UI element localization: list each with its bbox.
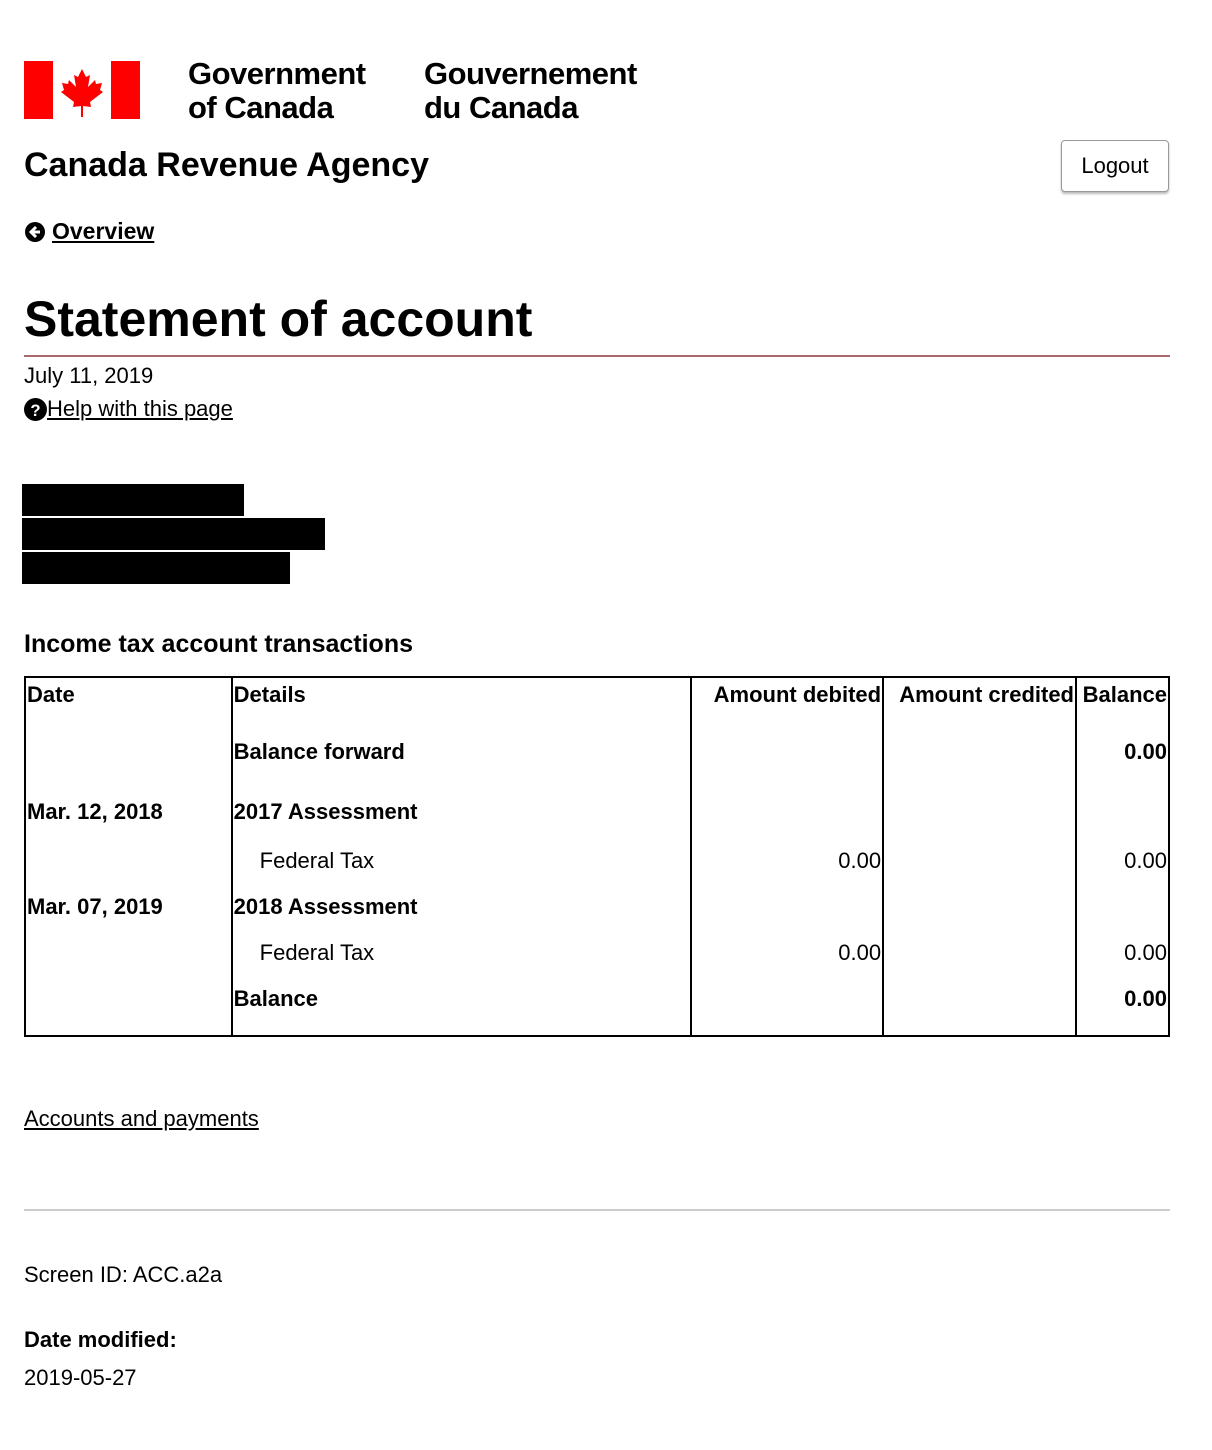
table-row	[25, 976, 1169, 1022]
cell-balance: 0.00	[1076, 718, 1169, 786]
statement-date: July 11, 2019	[24, 363, 154, 388]
column-header-details: Details	[232, 677, 692, 718]
cell-balance	[1076, 884, 1169, 930]
cell-details: Balance	[232, 976, 692, 1022]
arrow-circle-left-icon	[24, 221, 46, 243]
cell-date: Mar. 07, 2019	[25, 884, 232, 930]
table-row	[25, 718, 1169, 786]
canada-flag-logo	[24, 61, 140, 119]
footer-divider	[24, 1209, 1170, 1211]
gov-en-line2: of Canada	[188, 90, 334, 125]
cell-balance	[1076, 786, 1169, 838]
government-of-canada-signature	[188, 57, 366, 125]
gov-en-line1: Government	[188, 56, 366, 91]
table-row	[25, 838, 1169, 884]
cell-details: 2017 Assessment	[232, 786, 692, 838]
cell-debited: 0.00	[691, 838, 883, 884]
cell-credited	[883, 976, 1076, 1022]
cell-debited	[691, 718, 883, 786]
overview-link[interactable]: Overview	[52, 218, 155, 244]
gouvernement-du-canada-signature	[424, 57, 637, 125]
gov-fr-line1: Gouvernement	[424, 56, 637, 91]
transactions-table	[24, 676, 1170, 1037]
cell-debited: 0.00	[691, 930, 883, 976]
cell-debited	[691, 884, 883, 930]
table-row	[25, 884, 1169, 930]
column-header-balance: Balance	[1076, 677, 1169, 718]
table-row	[25, 930, 1169, 976]
cell-credited	[883, 884, 1076, 930]
cell-details: 2018 Assessment	[232, 884, 692, 930]
help-link-container	[24, 396, 233, 422]
breadcrumb	[24, 218, 154, 245]
cell-debited	[691, 786, 883, 838]
page-title: Statement of account	[24, 291, 533, 347]
cell-credited	[883, 786, 1076, 838]
screen-id: Screen ID: ACC.a2a	[24, 1262, 223, 1287]
section-heading: Income tax account transactions	[24, 630, 414, 658]
logout-button[interactable]: Logout	[1061, 140, 1169, 192]
cell-details: Federal Tax	[232, 930, 692, 976]
cell-balance: 0.00	[1076, 976, 1169, 1022]
help-link[interactable]: Help with this page	[47, 396, 233, 421]
cell-balance: 0.00	[1076, 930, 1169, 976]
redacted-address-line1	[22, 518, 325, 550]
redacted-address-line2	[22, 552, 290, 584]
cell-date	[25, 718, 232, 786]
question-circle-icon	[24, 398, 47, 421]
accounts-and-payments-link[interactable]: Accounts and payments	[24, 1106, 259, 1131]
cell-balance: 0.00	[1076, 838, 1169, 884]
cell-credited	[883, 718, 1076, 786]
redacted-name	[22, 484, 244, 516]
cell-debited	[691, 976, 883, 1022]
svg-text:?: ?	[30, 400, 41, 420]
cell-details: Balance forward	[232, 718, 692, 786]
table-spacer-row	[25, 1022, 1169, 1036]
title-divider	[24, 355, 1170, 357]
cell-date	[25, 930, 232, 976]
column-header-debited: Amount debited	[691, 677, 883, 718]
cell-credited	[883, 930, 1076, 976]
cell-date	[25, 838, 232, 884]
table-row	[25, 786, 1169, 838]
date-modified-value: 2019-05-27	[24, 1365, 137, 1390]
column-header-date: Date	[25, 677, 232, 718]
cell-date	[25, 976, 232, 1022]
cell-details: Federal Tax	[232, 838, 692, 884]
cell-date: Mar. 12, 2018	[25, 786, 232, 838]
cell-credited	[883, 838, 1076, 884]
gov-fr-line2: du Canada	[424, 90, 578, 125]
column-header-credited: Amount credited	[883, 677, 1076, 718]
agency-name: Canada Revenue Agency	[24, 146, 429, 184]
date-modified-label: Date modified:	[24, 1327, 177, 1352]
